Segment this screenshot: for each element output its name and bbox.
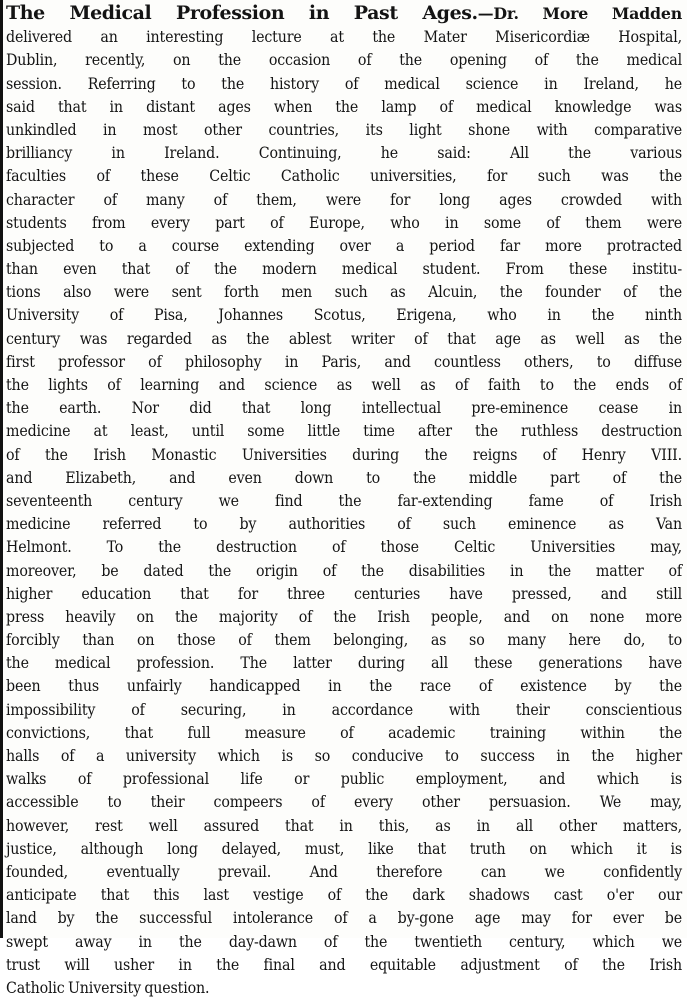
article-body-line: trust will usher in the final and equitable adjustment of the Irish [6,954,682,974]
article-body-line: students from every part of Europe, who in some of them were [6,212,682,232]
article-body-line: University of Pisa, Johannes Scotus, Erigena, who in the ninth [6,305,682,325]
article-body-line: press heavily on the majority of the Irish people, and on none more [6,606,682,626]
article-body-line: accessible to their compeers of every other persuasion. We may, [6,792,682,812]
article-body-line: medicine referred to by authorities of such eminence as Van [6,514,682,534]
article-body-line: brilliancy in Ireland. Continuing, he said: All the various [6,143,682,163]
article-body-line: of the Irish Monastic Universities during the reigns of Henry VIII. [6,444,682,464]
article-body-line: tions also were sent forth men such as Alcuin, the founder of the [6,282,682,302]
article-body [6,25,682,999]
article-body-line: and Elizabeth, and even down to the middle part of the [6,467,682,487]
article-body-line: swept away in the day-dawn of the twentieth century, which we [6,931,682,951]
article-body-line: halls of a university which is so conducive to success in the higher [6,746,682,765]
article-body-line: seventeenth century we find the far-extending fame of Irish [6,490,682,510]
article-body-line: said that in distant ages when the lamp of medical knowledge was [6,96,682,116]
article-body-line: than even that of the modern medical student. From these institu- [6,259,682,279]
article-body-line: anticipate that this last vestige of the dark shadows cast o'er our [6,885,682,905]
article-byline: —Dr. More Madden [477,4,682,23]
article-body-line: Helmont. To the destruction of those Celtic Universities may, [6,537,682,557]
article-body-line: impossibility of securing, in accordance with their conscientious [6,699,682,719]
article-body-line: justice, although long delayed, must, like that truth on which it is [6,838,682,858]
article-body-line: medicine at least, until some little time after the ruthless destruction [6,421,682,441]
article-body-line: faculties of these Celtic Catholic universities, for such was the [6,166,682,186]
article-headline: The Medical Profession in Past Ages. [6,2,478,24]
article-body-line: the lights of learning and science as well as of faith to the ends of [6,375,682,394]
article-body-line: first professor of philosophy in Paris, and countless others, to diffuse [6,351,682,371]
article-body-line: century was regarded as the ablest writer of that age as well as the [6,328,682,348]
article-body-line: been thus unfairly handicapped in the race of existence by the [6,676,682,696]
column-rule [0,0,3,938]
article-body-line: moreover, be dated the origin of the disabilities in the matter of [6,560,682,580]
article-body-line: founded, eventually prevail. And therefore can we confidently [6,861,682,881]
article-body-line: walks of professional life or public employment, and which is [6,769,682,789]
article-body-line: delivered an interesting lecture at the Mater Misericordiæ Hospital, [6,27,682,47]
article-body-line: unkindled in most other countries, its light shone with comparative [6,119,682,139]
article-body-line: Catholic University question. [6,977,210,997]
article-body-line: land by the successful intolerance of a by-gone age may for ever be [6,908,682,928]
article-body-line: character of many of them, were for long ages crowded with [6,189,682,209]
article-body-line: forcibly than on those of them belonging, as so many here do, to [6,630,682,650]
article-body-line: Dublin, recently, on the occasion of the opening of the medical [6,50,682,70]
article-body-line: subjected to a course extending over a period far more protracted [6,235,682,255]
article-body-line: the medical profession. The latter during all these generations have [6,653,682,673]
article-body-line: the earth. Nor did that long intellectual pre-eminence cease in [6,398,682,418]
headline-line [6,2,682,25]
article [6,2,682,999]
article-body-line: convictions, that full measure of academic training within the [6,722,682,742]
article-body-line: higher education that for three centuries have pressed, and still [6,583,682,603]
article-body-line: however, rest well assured that in this, as in all other matters, [6,815,682,835]
article-body-line: session. Referring to the history of medical science in Ireland, he [6,73,682,93]
